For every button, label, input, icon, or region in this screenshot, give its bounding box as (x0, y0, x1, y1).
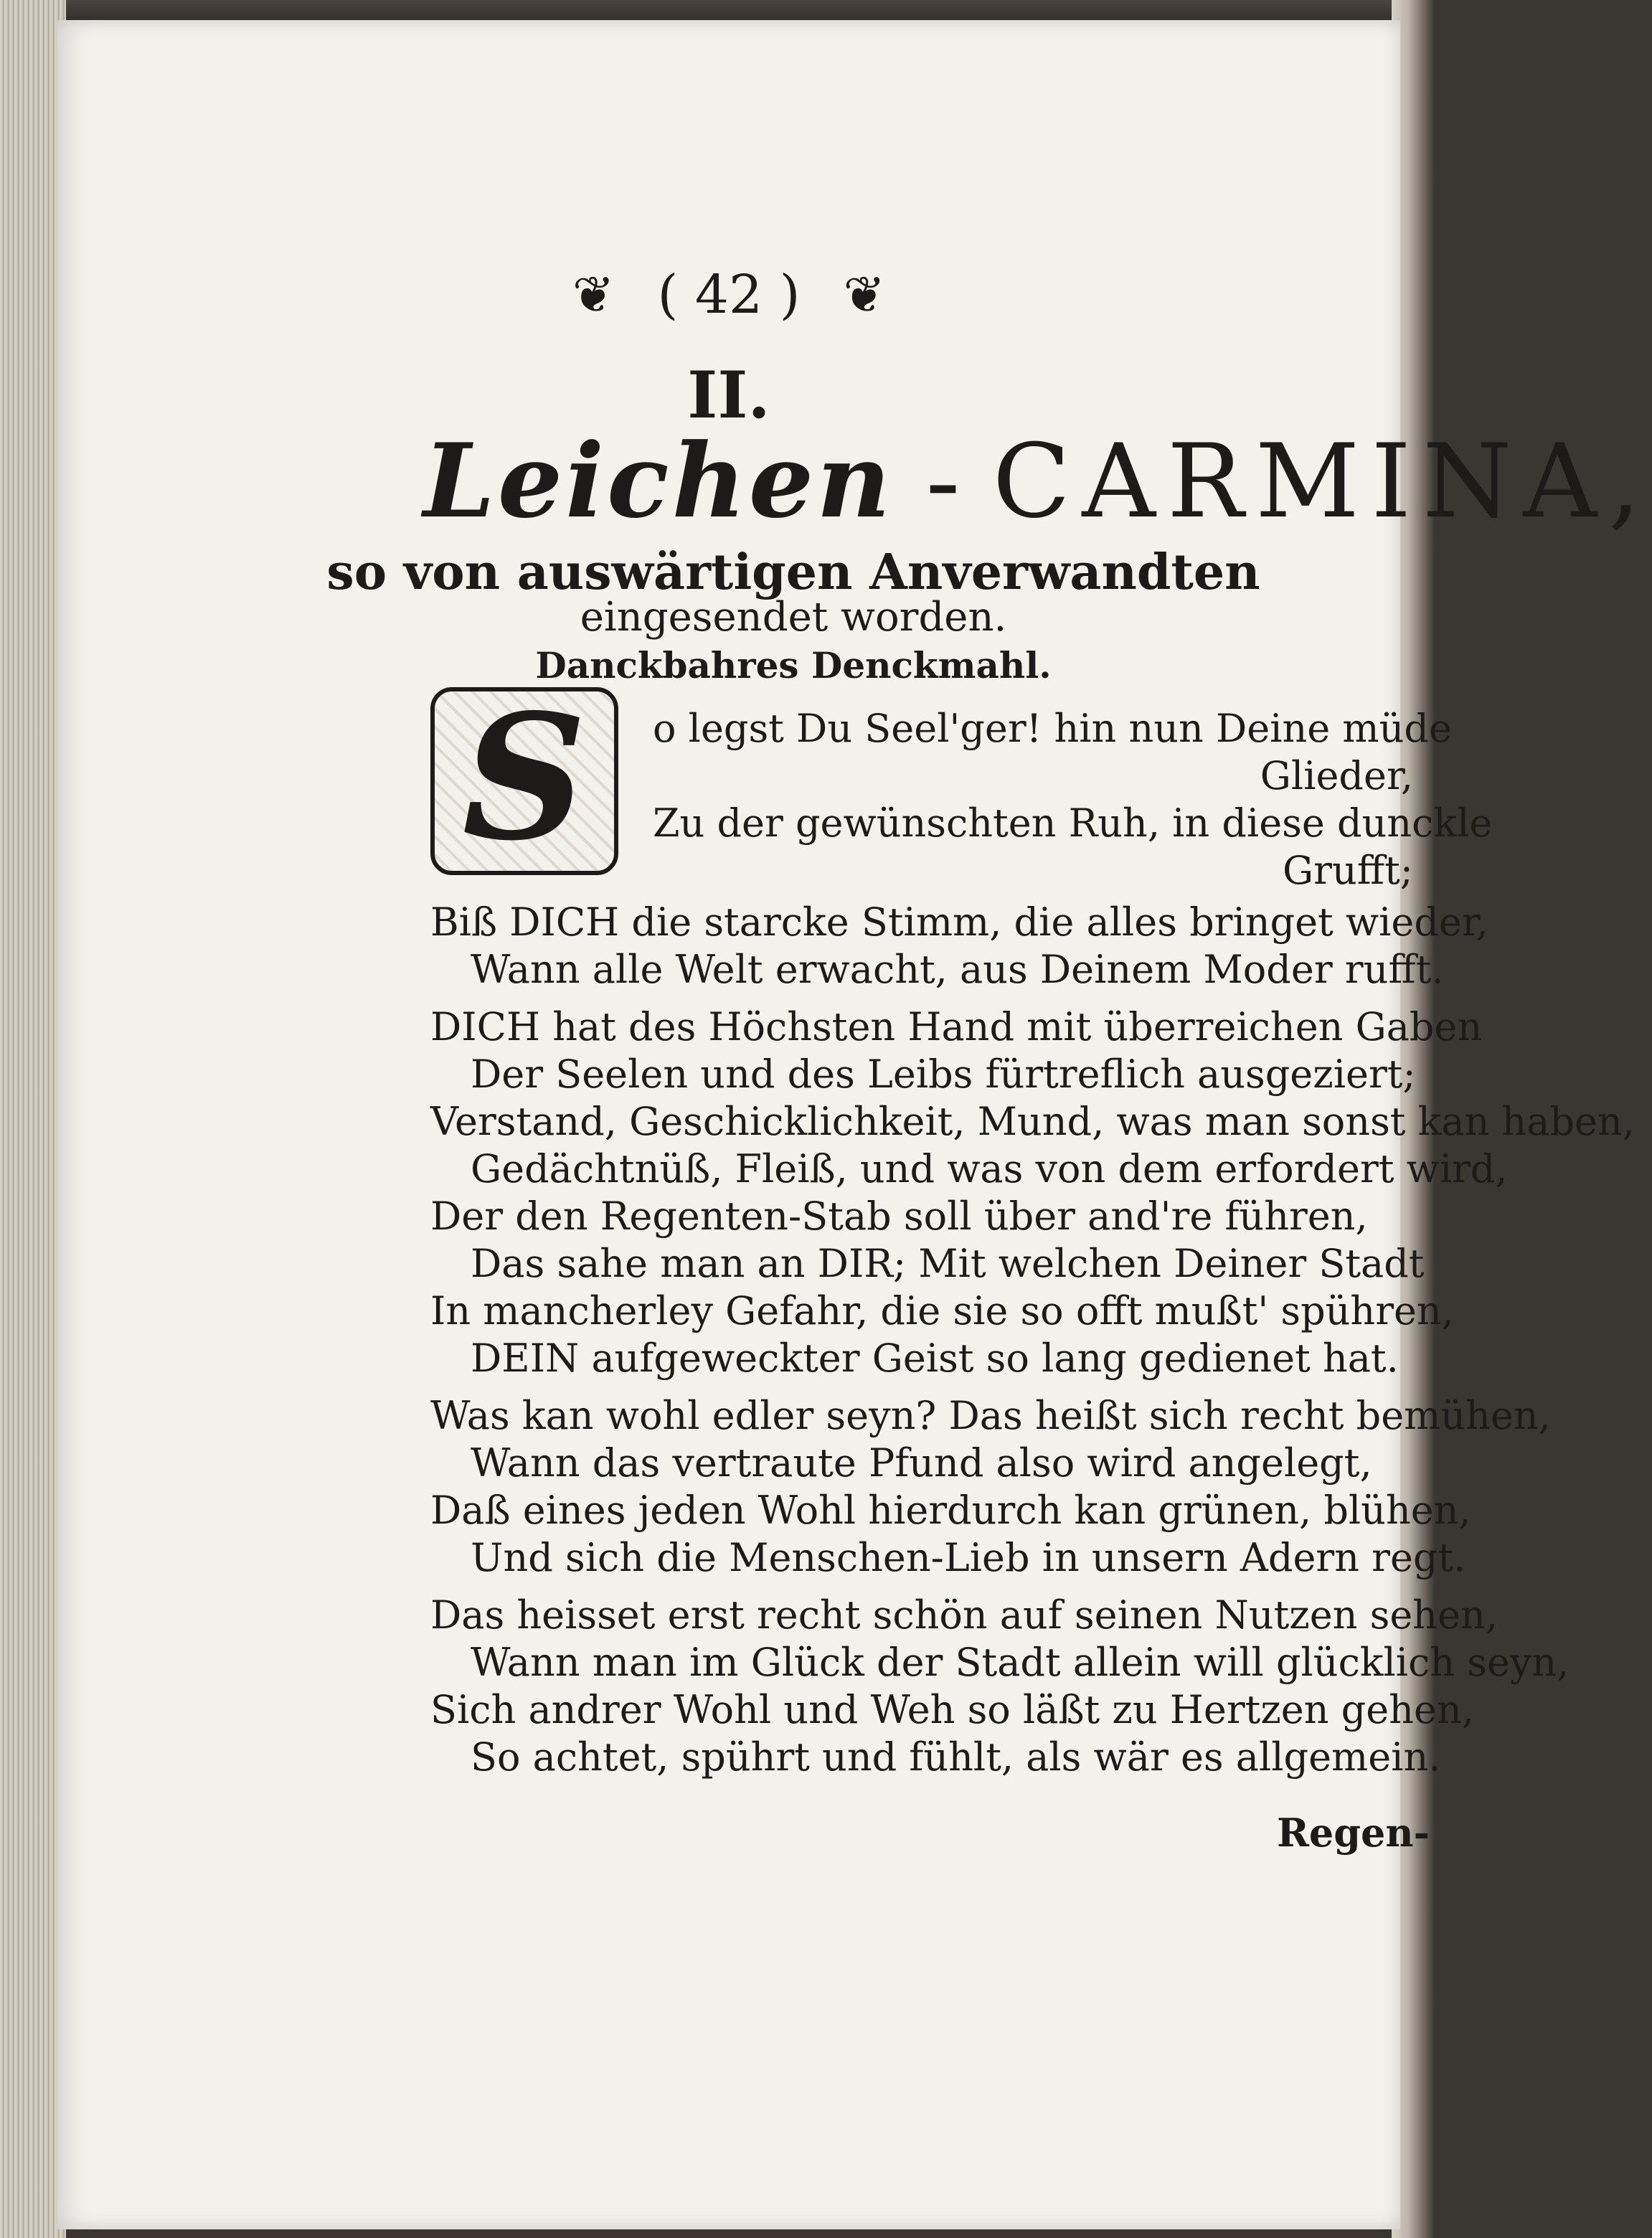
page-number: ( 42 ) (657, 264, 801, 326)
poem-first-block (653, 705, 1493, 894)
title-separator: - (925, 422, 960, 541)
poem-line: DICH hat des Höchsten Hand mit überreichen Gaben (430, 1004, 1483, 1049)
stanza-gap (430, 1582, 1420, 1592)
book-page (57, 20, 1652, 2229)
poem-line: o legst Du Seel'ger! hin nun Deine müde (653, 706, 1452, 751)
poem-line: Wann alle Welt erwacht, aus Deinem Moder rufft. (471, 947, 1444, 992)
book-page-edges (0, 0, 66, 2238)
page-title (423, 422, 1652, 541)
poem-line: Und sich die Menschen-Lieb in unsern Adern regt. (471, 1535, 1466, 1580)
poem-heading: Danckbahres Denckmahl. (535, 644, 1052, 686)
poem-line: Zu der gewünschten Ruh, in diese dunckle (653, 801, 1493, 846)
stanza-gap (430, 1382, 1420, 1392)
poem-line: Das heisset erst recht schön auf seinen Nutzen sehen, (430, 1592, 1498, 1638)
poem-line: DEIN aufgeweckter Geist so lang gedienet hat. (471, 1336, 1399, 1381)
poem-line: Was kan wohl edler seyn? Das heißt sich recht bemühen, (430, 1393, 1551, 1438)
poem-line: Der Seelen und des Leibs fürtreflich ausgeziert; (471, 1052, 1416, 1097)
left-ornament-icon: ❦ (572, 265, 615, 324)
subtitle-line-1: so von auswärtigen Anverwandten (326, 544, 1260, 601)
section-number: II. (687, 357, 770, 433)
right-ornament-icon: ❦ (843, 265, 886, 324)
poem-line: So achtet, spührt und fühlt, als wär es allgemein. (471, 1734, 1441, 1780)
subtitle-line-2: eingesendet worden. (580, 594, 1007, 641)
poem-line: Grufft; (1283, 848, 1413, 893)
title-caps: CARMINA, (992, 422, 1652, 541)
title-fraktur: Leichen (423, 422, 894, 541)
stanza-gap (430, 993, 1420, 1004)
page-header (57, 264, 1400, 326)
poem-line: Wann das vertraute Pfund also wird angelegt, (471, 1440, 1372, 1486)
poem-line: Verstand, Geschicklichkeit, Mund, was man sonst kan haben, (430, 1099, 1635, 1144)
poem-line: Der den Regenten-Stab soll über and're führen, (430, 1194, 1368, 1239)
poem-stanzas (430, 899, 1635, 1781)
dropcap-initial: S (430, 687, 618, 875)
poem-line: Biß DICH die starcke Stimm, die alles bringet wieder, (430, 900, 1488, 945)
poem-line: Sich andrer Wohl und Weh so läßt zu Hertzen gehen, (430, 1687, 1474, 1732)
poem-line: Gedächtnüß, Fleiß, und was von dem erfordert wird, (471, 1146, 1508, 1191)
catchword: Regen- (1277, 1810, 1430, 1856)
poem-line: Das sahe man an DIR; Mit welchen Deiner Stadt (471, 1241, 1425, 1286)
poem-line: In mancherley Gefahr, die sie so offt mußt' spühren, (430, 1288, 1454, 1333)
poem-line: Glieder, (1260, 753, 1413, 798)
poem-line: Daß eines jeden Wohl hierdurch kan grünen, blühen, (430, 1488, 1471, 1533)
poem-line: Wann man im Glück der Stadt allein will glücklich seyn, (471, 1640, 1570, 1685)
